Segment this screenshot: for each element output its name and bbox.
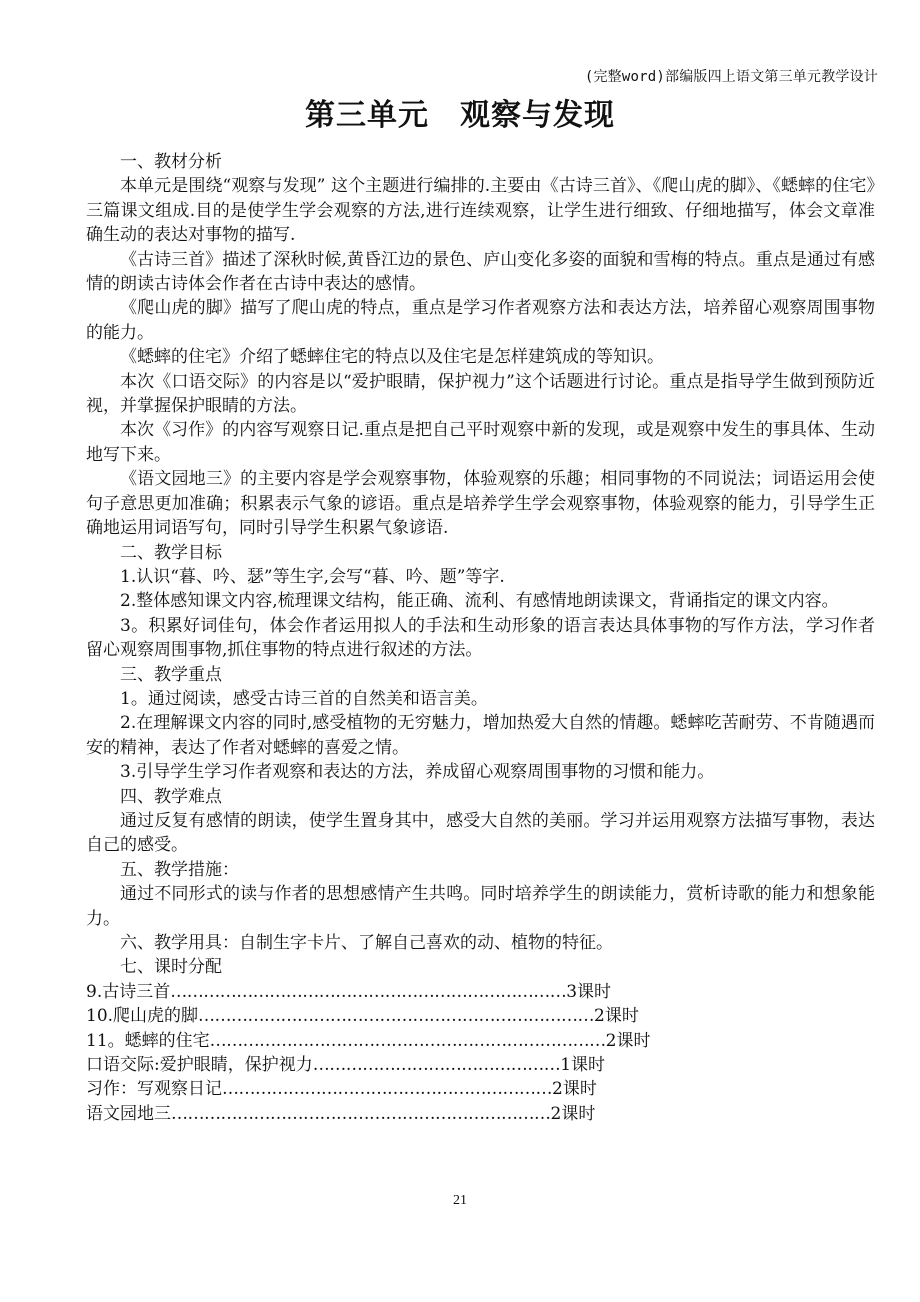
schedule-row (86, 1004, 690, 1028)
document-header: (完整word)部编版四上语文第三单元教学设计 (584, 69, 878, 85)
paragraph: 《蟋蟀的住宅》介绍了蟋蟀住宅的特点以及住宅是怎样建筑成的等知识。 (120, 347, 664, 368)
schedule-value: 1课时 (560, 1055, 606, 1076)
paragraph: 1。通过阅读，感受古诗三首的自然美和语言美。 (120, 688, 488, 709)
schedule-value: 2课时 (550, 1103, 596, 1124)
section-heading-key-points: 三、教学重点 (120, 664, 222, 685)
page-title: 第三单元 观察与发现 (305, 98, 615, 133)
schedule-leader: ……………………………………………………………… (170, 981, 567, 1002)
schedule-label: 语文园地三 (86, 1103, 171, 1124)
schedule-leader: …………………………………………………………… (171, 1103, 551, 1124)
paragraph: 2.整体感知课文内容,梳理课文结构，能正确、流利、有感情地朗读课文，背诵指定的课文内容。 (120, 591, 839, 612)
schedule-label: 习作：写观察日记 (86, 1079, 222, 1100)
schedule-value: 2课时 (605, 1030, 651, 1051)
paragraph: 《爬山虎的脚》描写了爬山虎的特点，重点是学习作者观察方法和表达方法，培养留心观察周围事物的能力。 (86, 298, 875, 343)
paragraph: 本次《习作》的内容写观察日记.重点是把自己平时观察中新的发现，或是观察中发生的事具体、生动地写下来。 (86, 420, 875, 465)
paragraph: 通过不同形式的读与作者的思想感情产生共鸣。同时培养学生的朗读能力，赏析诗歌的能力和想象能力。 (86, 884, 875, 929)
section-heading-schedule: 七、课时分配 (120, 957, 222, 978)
paragraph: 1.认识“暮、吟、瑟”等生字,会写“暮、吟、题”等字. (120, 566, 505, 587)
schedule-value: 3课时 (566, 981, 612, 1002)
paragraph: 通过反复有感情的朗读，使学生置身其中，感受大自然的美丽。学习并运用观察方法描写事物，表达自己的感受。 (86, 810, 875, 856)
section-heading-difficulties: 四、教学难点 (120, 786, 222, 807)
paragraph: 3。积累好词佳句，体会作者运用拟人的手法和生动形象的语言表达具体事物的写作方法，学习作者留心观察周围事物,抓住事物的特点进行叙述的方法。 (86, 615, 875, 661)
paragraph: 3.引导学生学习作者观察和表达的方法，养成留心观察周围事物的习惯和能力。 (120, 762, 715, 783)
schedule-value: 2课时 (594, 1006, 639, 1027)
schedule-value: 2课时 (552, 1079, 597, 1100)
schedule-row (86, 1053, 682, 1077)
paragraph: 本单元是围绕“观察与发现” 这个主题进行编排的.主要由《古诗三首》、《爬山虎的脚》、《蟋蟀的住宅》三篇课文组成.目的是使学生学会观察的方法,进行连续观察，让学生进行细致、仔细地描写，体会文章准确生动的表达对事物的描写. (86, 176, 875, 246)
schedule-leader: ……………………………………………………………… (198, 1006, 595, 1027)
schedule-leader: ……………………………………… (312, 1055, 561, 1076)
section-heading-tools: 六、教学用具：自制生字卡片、了解自己喜欢的动、植物的特征。 (120, 933, 613, 953)
section-heading-goals: 二、教学目标 (120, 542, 222, 563)
paragraph: 2.在理解课文内容的同时,感受植物的无穷魅力，增加热爱大自然的情趣。蟋蟀吃苦耐劳、不肯随遇而安的精神，表达了作者对蟋蟀的喜爱之情。 (86, 713, 875, 758)
schedule-list (86, 980, 875, 1126)
section-heading-measures: 五、教学措施： (120, 859, 239, 880)
page-number: 21 (453, 1193, 467, 1208)
paragraph: 《语文园地三》的主要内容是学会观察事物，体验观察的乐趣；相同事物的不同说法；词语运用会使句子意思更加准确；积累表示气象的谚语。重点是培养学生学会观察事物，体验观察的能力，引导学生正确地运用词语写句，同时引导学生积累气象谚语. (86, 469, 875, 539)
schedule-row (86, 1102, 690, 1126)
schedule-label: 11。蟋蟀的住宅 (86, 1030, 210, 1051)
schedule-leader: ……………………………………………………………… (209, 1030, 606, 1051)
schedule-label: 口语交际:爱护眼睛，保护视力 (86, 1055, 313, 1076)
schedule-label: 10.爬山虎的脚 (86, 1006, 199, 1027)
document-body (86, 150, 875, 1126)
paragraph: 《古诗三首》描述了深秋时候,黄昏江边的景色、庐山变化多姿的面貌和雪梅的特点。重点是通过有感情的朗读古诗体会作者在古诗中表达的感情。 (86, 249, 875, 295)
schedule-row (86, 980, 690, 1004)
paragraph: 本次《口语交际》的内容是以“爱护眼睛，保护视力”这个话题进行讨论。重点是指导学生做到预防近视，并掌握保护眼睛的方法。 (86, 371, 875, 417)
section-heading-analysis: 一、教材分析 (120, 152, 222, 172)
schedule-label: 9.古诗三首 (86, 981, 171, 1002)
schedule-leader: …………………………………………………… (222, 1079, 552, 1100)
schedule-row (86, 1077, 690, 1101)
schedule-row (86, 1029, 700, 1053)
